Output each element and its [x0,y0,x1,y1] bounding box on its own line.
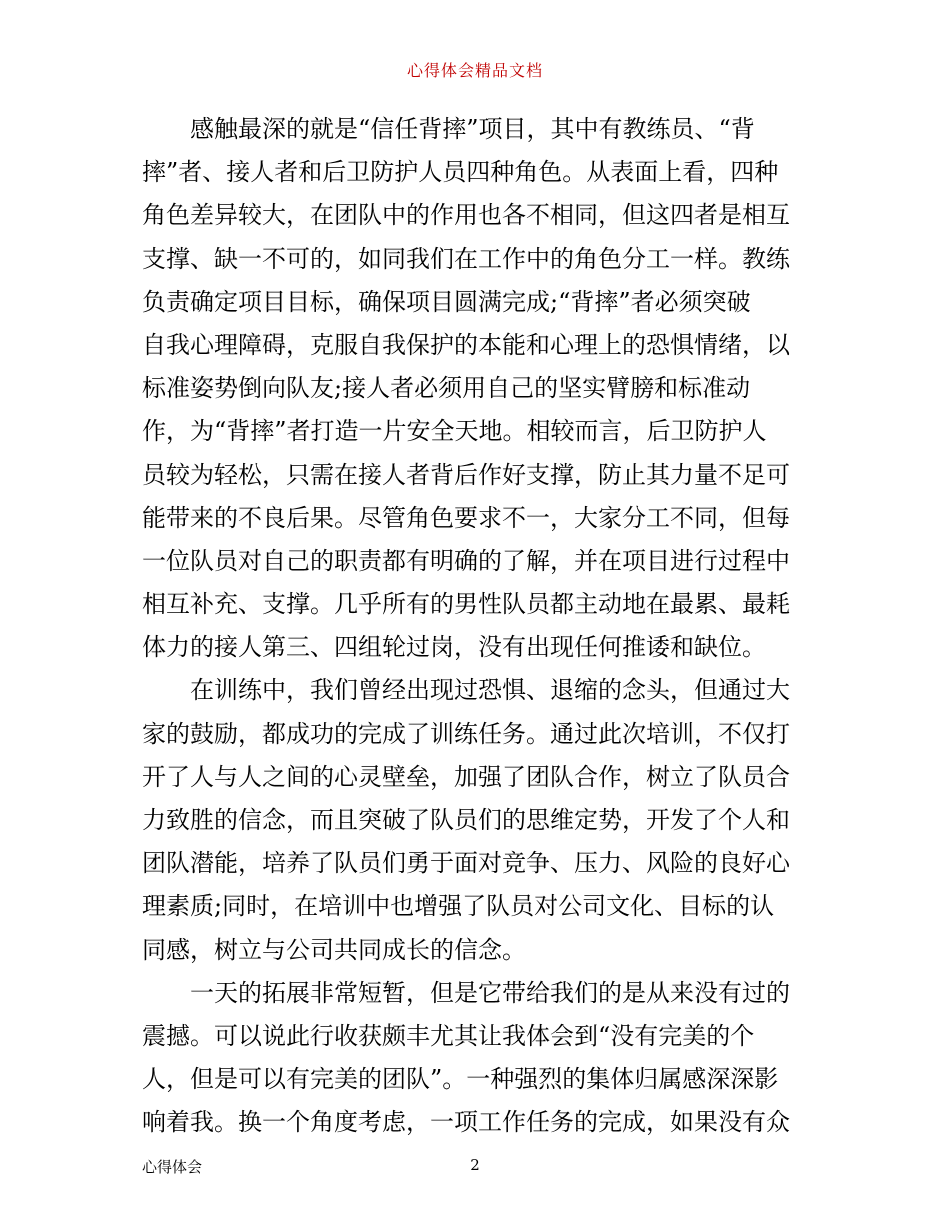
body-line: 支撑、缺一不可的，如同我们在工作中的角色分工一样。教练 [142,244,790,273]
document-header-title: 心得体会精品文档 [406,61,543,80]
body-line: 一天的拓展非常短暂，但是它带给我们的是从来没有过的 [190,978,790,1007]
body-line: 能带来的不良后果。尽管角色要求不一，大家分工不同，但每 [142,503,790,532]
body-line: 在训练中，我们曾经出现过恐惧、退缩的念头，但通过大 [190,676,790,705]
body-line: 人，但是可以有完美的团队”。一种强烈的集体归属感深深影 [142,1065,779,1094]
body-line: 力致胜的信念，而且突破了队员们的思维定势，开发了个人和 [142,806,790,834]
body-line: 作，为“背摔”者打造一片安全天地。相较而言，后卫防护人 [142,417,767,446]
body-line: 震撼。可以说此行收获颇丰尤其让我体会到“没有完美的个 [142,1021,755,1050]
body-line: 负责确定项目目标，确保项目圆满完成;“背摔”者必须突破 [142,287,751,316]
page-number: 2 [470,1156,480,1174]
body-line: 家的鼓励，都成功的完成了训练任务。通过此次培训，不仅打 [142,719,790,748]
body-line: 同感，树立与公司共同成长的信念。 [142,935,526,964]
body-line: 标准姿势倒向队友;接人者必须用自己的坚实臂膀和标准动 [142,374,751,403]
body-line: 员较为轻松，只需在接人者背后作好支撑，防止其力量不足可 [142,460,790,489]
body-line: 感触最深的就是“信任背摔”项目，其中有教练员、“背 [190,115,755,143]
body-line: 一位队员对自己的职责都有明确的了解，并在项目进行过程中 [142,546,790,575]
body-line: 开了人与人之间的心灵壁垒，加强了团队合作，树立了队员合 [142,762,790,791]
body-line: 理素质;同时，在培训中也增强了队员对公司文化、目标的认 [142,892,775,921]
body-line: 响着我。换一个角度考虑，一项工作任务的完成，如果没有众 [142,1108,790,1137]
document-body [142,108,810,1145]
body-line: 体力的接人第三、四组轮过岗，没有出现任何推诿和缺位。 [142,633,766,662]
body-line: 相互补充、支撑。几乎所有的男性队员都主动地在最累、最耗 [142,590,790,619]
body-line: 自我心理障碍，克服自我保护的本能和心理上的恐惧情绪，以 [142,330,790,359]
body-line: 角色差异较大，在团队中的作用也各不相同，但这四者是相互 [142,201,790,230]
footer-label: 心得体会 [142,1158,203,1176]
body-line: 摔”者、接人者和后卫防护人员四种角色。从表面上看，四种 [142,158,779,187]
body-line: 团队潜能，培养了队员们勇于面对竞争、压力、风险的良好心 [142,849,790,878]
